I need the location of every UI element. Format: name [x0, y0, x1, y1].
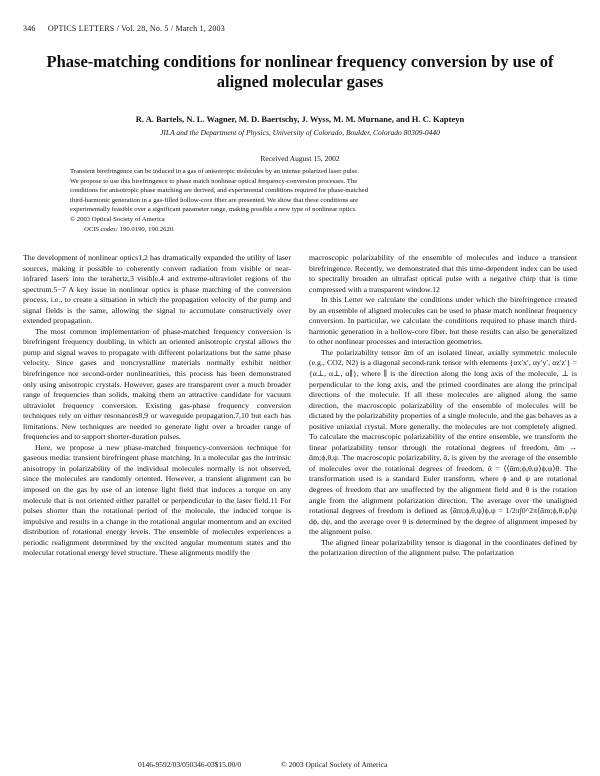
ocis-codes: [70, 225, 530, 235]
abstract: [70, 167, 530, 234]
running-header: [23, 24, 577, 33]
abstract-line: conditions for anisotropic phase matching are derived, and experimental conditions required for phase-matched: [70, 187, 369, 195]
footer-copyright: © 2003 Optical Society of America: [281, 760, 388, 769]
body-paragraph: The polarizability tensor ᾱm of an isolated linear, axially symmetric molecule (e.g., CO2, N2) is a diagonal second-rank tensor with elements {αx′x′, αy′y′, αz′z′} = {α⊥, α⊥, α∥}, where ∥ is the direction along the long axis of the molecule, ⊥ is perpendicular to the long axis, and the primed coordinates are along the principal directions of the molecule. If all these molecules are aligned along the same direction, the macroscopic polarizability of the ensemble of molecules will be dictated by the polarizability properties of a single molecule, and the gas behaves as a positive uniaxial crystal. More generally, the molecules are not completely aligned. To calculate the macroscopic polarizability of the entire ensemble, we transform the linear polarizability tensor through the rotational degrees of freedom, ᾱm → ᾱm;ϕ,θ,ψ. The macroscopic polarizability, ᾱ, is given by the average of the ensemble of molecules over the rotational degrees of freedom, ᾱ = ⟨⟨ᾱm;ϕ,θ,ψ⟩ϕ,ψ⟩θ. The transformation used is a standard Euler transform, where ϕ and ψ are rotational degrees of freedom that are unaffected by the alignment field and θ is the rotation angle from the alignment polarization direction. The average over the unaligned rotational degrees of freedom is defined as ⟨ᾱm;ϕ,θ,ψ⟩ϕ,ψ = 1/2π∫0^2π⟨ᾱm;ϕ,θ,ψ⟩ψ dϕ, dψ, and the average over θ is determined by the degree of alignment imposed by the alignment pulse.: [309, 347, 577, 537]
body-paragraph: In this Letter we calculate the conditions under which the birefringence created by an ensemble of aligned molecules can be used to phase match nonlinear frequency conversion. In particular, we calculate the conditions required to phase match third-harmonic generation in a hollow-core fiber, but these results can also be generalized to other nonlinear processes and interaction geometries.: [309, 295, 577, 347]
abstract-line: We propose to use this birefringence to phase match nonlinear optical frequency-conversion processes. The: [70, 177, 358, 185]
body-paragraph: The aligned linear polarizability tensor is diagonal in the coordinates defined by the polarization direction of the alignment pulse. The polarization: [309, 537, 577, 558]
body-paragraph: The most common implementation of phase-matched frequency conversion is birefringent frequency doubling, in which an oriented anisotropic crystal allows the pump and signal waves to propagate with different polarizations but the same phase velocity. Since gases and noncrystalline materials normally exhibit neither birefringence nor second-order nonlinearities, this process has been demonstrated only using anisotropic crystals. However, gases are transparent over a much broader range of frequencies than solids, making them an attractive candidate for vacuum ultraviolet frequency conversion. Existing gas-phase frequency conversion techniques rely on either resonances8,9 or waveguide propagation,7,10 but each has limitations. New techniques are needed to generate light over a broader range of frequencies and to support shorter-duration pulses.: [23, 326, 291, 442]
article-title: Phase-matching conditions for nonlinear frequency conversion by use of aligned molecular gases: [46, 52, 554, 91]
article-code: 0146-9592/03/050346-03$15.00/0: [138, 760, 242, 769]
body-column-right: [309, 253, 577, 559]
ocis-label: OCIS codes:: [84, 225, 118, 233]
ocis-values: 190.0190, 190.2620.: [119, 225, 175, 233]
body-paragraph: Here, we propose a new phase-matched frequency-conversion technique for gaseous media: transient birefringent phase matching. In a molecular gas the intrinsic anisotropy in polarizability of the individual molecules normally is not observed, since the molecules are randomly oriented. However, a transient alignment can be imposed on the gas by use of an intense light field that induces a torque on any molecule that is not oriented either parallel or perpendicular to the laser field.11 For pulses shorter than the rotational period of the molecule, the induced torque is impulsive and results in a change in the rotational angular momentum and an excited distribution of rotational energy levels. The ensemble of molecules experiences a periodic realignment determined by the excited angular momentum states and the molecular rotational energy level structure. These alignments modify the: [23, 442, 291, 558]
body-column-left: [23, 253, 291, 559]
abstract-line: third-harmonic generation in a gas-filled hollow-core fiber are presented. We show that these conditions are: [70, 196, 359, 204]
body-paragraph: The development of nonlinear optics1,2 has dramatically expanded the utility of laser sources, making it possible to coherently convert radiation from visible or near-infrared lasers into the terahertz,3 visible,4 and extreme-ultraviolet regions of the spectrum.5−7 A key issue in nonlinear optics is phase matching of the conversion process, i.e., to create a situation in which the propagation velocity of the pump and signal fields is the same, allowing the signal to accumulate constructively over extended propagation.: [23, 253, 291, 326]
body-paragraph: macroscopic polarizability of the ensemble of molecules and induce a transient birefringence. Recently, we demonstrated that this time-dependent index can be used to spectrally broaden an ultrafast optical pulse with a negative chirp that is time compressed with a transparent window.12: [309, 253, 577, 294]
received-date: Received August 15, 2002: [260, 154, 340, 163]
affiliation: JILA and the Department of Physics, University of Colorado, Boulder, Colorado 80309-0440: [160, 128, 440, 137]
abstract-line: experimentally feasible over a significant parameter range, making possible a new type of nonlinear optics.: [70, 206, 357, 214]
page-number: 346: [23, 24, 36, 33]
author-list: R. A. Bartels, N. L. Wagner, M. D. Baertschy, J. Wyss, M. M. Murnane, and H. C. Kapteyn: [135, 114, 465, 124]
journal-citation: OPTICS LETTERS / Vol. 28, No. 5 / March 1, 2003: [47, 24, 225, 33]
abstract-copyright: © 2003 Optical Society of America: [70, 215, 165, 223]
page-footer: [138, 760, 425, 769]
abstract-line: Transient birefringence can be induced in a gas of anisotropic molecules by an intense polarized laser pulse.: [70, 168, 359, 175]
